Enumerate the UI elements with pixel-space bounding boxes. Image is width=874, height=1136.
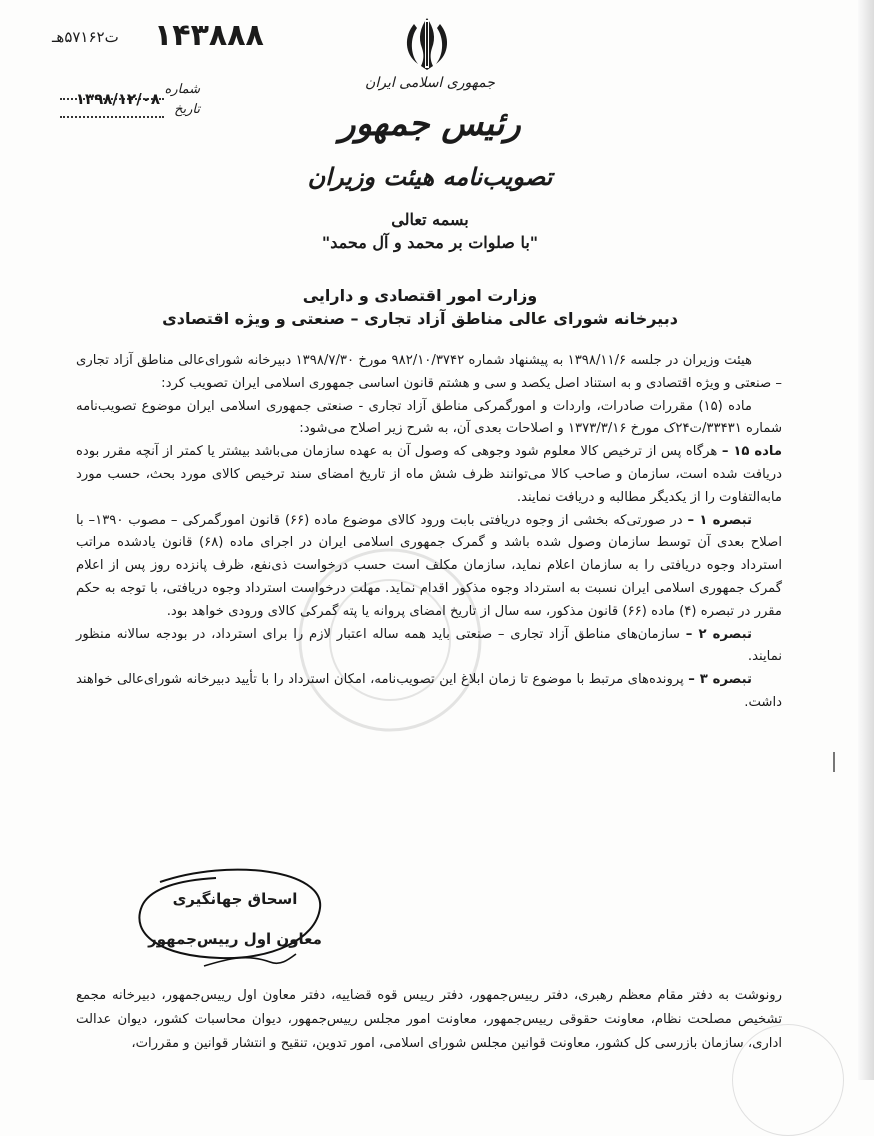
president-heading: رئیس جمهور <box>339 104 521 144</box>
reference-number: ۱۴۳۸۸۸ <box>154 18 264 53</box>
date-dots <box>60 116 164 118</box>
note-3 <box>76 669 782 715</box>
note-3-label: تبصره ۳ – <box>688 672 752 688</box>
article-15-label: ماده ۱۵ – <box>721 444 782 460</box>
article-15-text: هرگاه پس از ترخیص کالا معلوم شود وجوهی که وصول آن به عهده سازمان می‌باشد بیشتر یا کمتر از آنچه مقرر بوده دریافت شده است، سازمان و صاحب کالا می‌توانند ظرف شش ماه از تاریخ امضای سند ترخیص کالای مورد بحث، حسب مورد مابه‌التفاوت را از یکدیگر مطالبه و دریافت نمایند. <box>76 444 782 505</box>
margin-mark <box>833 752 835 772</box>
article-15 <box>76 441 782 509</box>
note-3-text: پرونده‌های مرتبط با موضوع تا زمان ابلاغ این تصویب‌نامه، امکان استرداد را با تأیید دبیرخانه شورای‌عالی خواهند داشت. <box>76 672 782 710</box>
signatory-name: اسحاق جهانگیری <box>172 890 298 908</box>
republic-heading: جمهوری اسلامی ایران <box>365 75 495 91</box>
note-2-label: تبصره ۲ – <box>685 626 752 642</box>
addressee-secretariat: دبیرخانه شورای عالی مناطق آزاد تجاری – صنعتی و ویژه اقتصادی <box>162 309 678 328</box>
addressee-ministry: وزارت امور اقتصادی و دارایی <box>302 286 538 305</box>
date-value: ۱۳۹۸/۱۲/۰۸ <box>75 90 160 108</box>
salawat-line: "با صلوات بر محمد و آل محمد" <box>321 233 539 252</box>
date-label: تاریخ <box>174 102 200 117</box>
signatory-title: معاون اول رییس‌جمهور <box>148 930 322 948</box>
intro-paragraph: هیئت وزیران در جلسه ۱۳۹۸/۱۱/۶ به پیشنهاد شماره ۹۸۲/۱۰/۳۷۴۲ مورخ ۱۳۹۸/۷/۳۰ دبیرخانه شورای‌عالی مناطق آزاد تجاری – صنعتی و ویژه اقتصادی و به استناد اصل یکصد و سی و هشتم قانون اساسی جمهوری اسلامی ایران تصویب کرد: <box>76 353 782 391</box>
page-edge <box>858 0 874 1080</box>
date-row <box>60 90 200 118</box>
note-2 <box>76 624 782 670</box>
iran-emblem-icon <box>400 14 454 72</box>
handwritten-signature <box>120 862 340 982</box>
number-label: شماره <box>164 82 200 97</box>
decree-body <box>76 350 782 715</box>
bismillah-line: بسمه تعالی <box>391 210 469 229</box>
note-1-label: تبصره ۱ – <box>687 512 752 528</box>
note-1 <box>76 510 782 624</box>
amendment-paragraph: ماده (۱۵) مقررات صادرات، واردات و امورگمرکی مناطق آزاد تجاری - صنعتی جمهوری اسلامی ایران موضوع تصویب‌نامه شماره ۳۳۴۳۱/ت۲۴ک مورخ ۱۳۷۳/۳/۱۶ و اصلاحات بعدی آن، به شرح زیر اصلاح می‌شود: <box>76 398 782 437</box>
note-1-text: در صورتی‌که بخشی از وجوه دریافتی بابت ورود کالای موضوع ماده (۶۶) قانون امورگمرکی – مصوب ۱۳۹۰– با اصلاح بعدی آن توسط سازمان وصول شده باشد و گمرک جمهوری اسلامی ایران در اجرای ماده (۶۸) قانون یادشده مراتب استرداد وجوه دریافتی را به سازمان اعلام نماید، سازمان مکلف است حسب درخواست ذی‌نفع، ظرف پانزده روز پس از اعلام گمرک جمهوری اسلامی ایران نسبت به استرداد وجوه مذکور اقدام نماید. مهلت درخواست استرداد وجوه دریافتی، با توجه به حکم مقرر در تبصره (۴) ماده (۶۶) قانون مذکور، سه سال از تاریخ امضای پروانه یا پته گمرکی کالای ورودی خواهد بود. <box>76 512 783 619</box>
reference-code: ت۵۷۱۶۲هـ <box>52 28 119 46</box>
watermark-circle <box>732 1024 844 1136</box>
note-2-text: سازمان‌های مناطق آزاد تجاری – صنعتی باید همه ساله اعتبار لازم را برای استرداد، در بودجه سالانه منظور نمایند. <box>76 626 782 665</box>
decree-heading: تصویب‌نامه هیئت وزیران <box>307 162 553 191</box>
copies-list: رونوشت به دفتر مقام معظم رهبری، دفتر رییس‌جمهور، دفتر رییس قوه قضاییه، دفتر معاون اول رییس‌جمهور، دبیرخانه مجمع تشخیص مصلحت نظام، معاونت حقوقی رییس‌جمهور، معاونت امور مجلس رییس‌جمهور، دیوان محاسبات کشور، دیوان عدالت اداری، سازمان بازرسی کل کشور، معاونت قوانین مجلس شورای اسلامی، امور تدوین، تنقیح و انتشار قوانین و مقررات، <box>76 988 782 1051</box>
